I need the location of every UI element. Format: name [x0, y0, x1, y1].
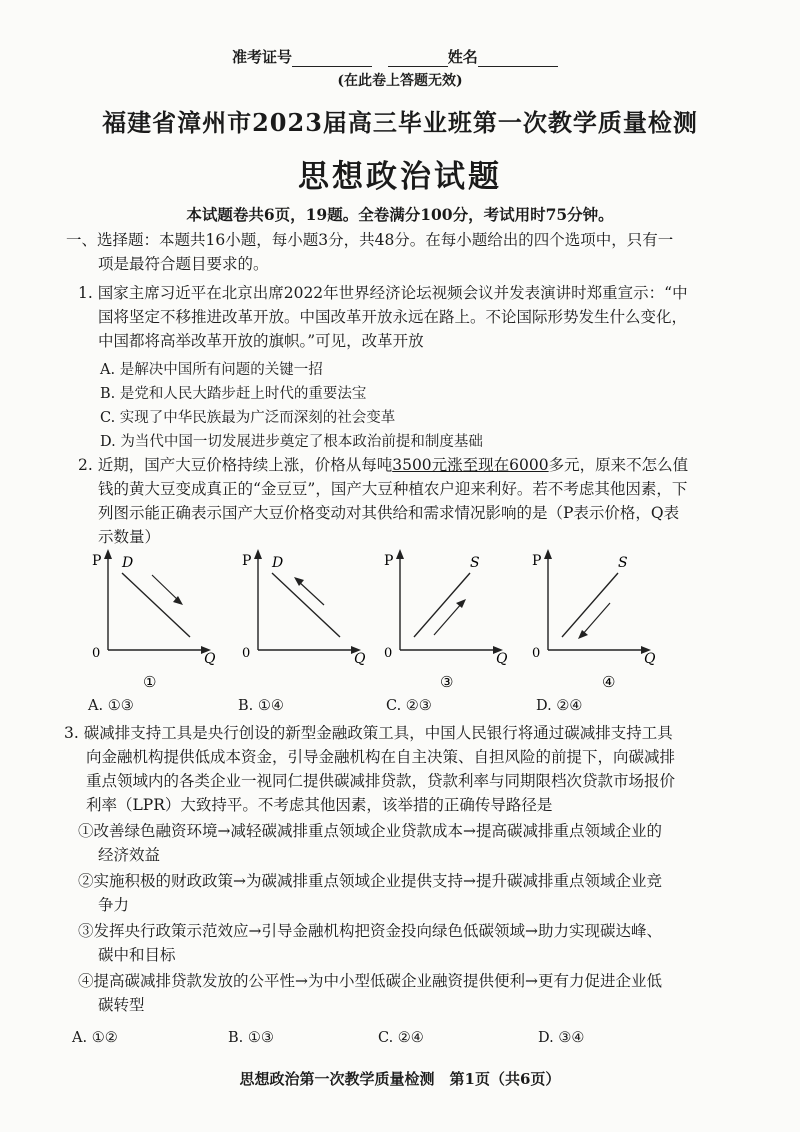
- graph-3-q-label: Q: [496, 651, 508, 667]
- q1-option-b[interactable]: B. 是党和人民大踏步赶上时代的重要法宝: [100, 386, 367, 402]
- graph-4-origin: 0: [532, 646, 541, 661]
- graph-1: [80, 545, 230, 695]
- graph-3: [372, 545, 522, 695]
- graph-2-q-label: Q: [354, 651, 366, 667]
- q2-stem-line1-a: 2. 近期，国产大豆价格持续上涨，价格从每吨: [78, 456, 393, 474]
- exam-header-line: [232, 46, 558, 67]
- graph-2-p-label: P: [242, 553, 252, 569]
- q2-option-c[interactable]: C. ②③: [386, 698, 432, 714]
- exam-info: 本试题卷共6页，19题。全卷满分100分，考试用时75分钟。: [186, 205, 614, 224]
- name-label: 姓名: [447, 48, 478, 66]
- graph-4: [520, 545, 670, 695]
- graph-3-origin: 0: [384, 646, 393, 661]
- graph-3-p-arrowhead: [396, 549, 404, 559]
- graph-4-shift-arrow: [582, 603, 610, 635]
- q3-statement-2: ②实施积极的财政政策→为碳减排重点领域企业提供支持→提升碳减排重点领域企业竞: [78, 872, 662, 890]
- q3-statement-4-cont: 碳转型: [98, 996, 145, 1014]
- graph-4-number: ④: [602, 673, 616, 691]
- q1-stem-line3: 中国都将高举改革开放的旗帜。”可见，改革开放: [98, 332, 424, 350]
- q3-stem-line4: 利率（LPR）大致持平。不考虑其他因素，该举措的正确传导路径是: [86, 796, 553, 814]
- q1-stem-line1: 1. 国家主席习近平在北京出席2022年世界经济论坛视频会议并发表演讲时郑重宣示：“中: [78, 284, 688, 302]
- graph-3-number: ③: [440, 673, 454, 691]
- graph-3-curve-label: S: [470, 555, 480, 571]
- subject-title: 思想政治试题: [298, 159, 502, 195]
- graph-1-shift-arrow: [152, 575, 180, 602]
- q3-statement-3-cont: 碳中和目标: [98, 946, 176, 964]
- graph-3-shift-arrow: [434, 603, 462, 635]
- graph-1-curve: [122, 573, 190, 637]
- q3-statement-3: ③发挥央行政策示范效应→引导金融机构把资金投向绿色低碳领域→助力实现碳达峰、: [78, 922, 662, 940]
- q2-stem-line4: 示数量）: [98, 528, 161, 546]
- section-heading: 一、选择题：本题共16小题，每小题3分，共48分。在每小题给出的四个选项中，只有一: [66, 231, 674, 249]
- q3-statement-1: ①改善绿色融资环境→减轻碳减排重点领域企业贷款成本→提高碳减排重点领域企业的: [78, 822, 662, 840]
- graph-4-shift-arrowhead: [578, 630, 588, 639]
- graph-2-curve-label: D: [272, 555, 284, 571]
- q3-stem-line2: 向金融机构提供低成本资金，引导金融机构在自主决策、自担风险的前提下，向碳减排: [86, 748, 676, 766]
- q3-statement-2-cont: 争力: [98, 896, 130, 914]
- q2-stem-line1-underlined: 3500元涨至现在6000: [392, 456, 549, 474]
- graph-1-p-label: P: [92, 553, 102, 569]
- q3-option-c[interactable]: C. ②④: [378, 1030, 424, 1046]
- q3-option-b[interactable]: B. ①③: [228, 1030, 274, 1046]
- graph-1-number: ①: [143, 673, 157, 691]
- q2-stem-line3: 列图示能正确表示国产大豆价格变动对其供给和需求情况影响的是（P表示价格，Q表: [98, 504, 680, 522]
- q3-statement-1-cont: 经济效益: [98, 846, 161, 864]
- q1-stem-line2: 国将坚定不移推进改革开放。中国改革开放永远在路上。不论国际形势发生什么变化，: [98, 308, 688, 326]
- void-note: (在此卷上答题无效): [337, 73, 463, 89]
- graph-1-p-arrowhead: [104, 549, 112, 559]
- q2-option-d[interactable]: D. ②④: [536, 698, 583, 714]
- graph-1-q-label: Q: [204, 651, 216, 667]
- graph-2-p-arrowhead: [254, 549, 262, 559]
- graph-4-p-label: P: [532, 553, 542, 569]
- graph-1-curve-label: D: [122, 555, 134, 571]
- q2-option-a[interactable]: A. ①③: [88, 698, 134, 714]
- q3-option-d[interactable]: D. ③④: [538, 1030, 585, 1046]
- exam-title: 福建省漳州市2023届高三毕业班第一次教学质量检测: [102, 108, 698, 137]
- q2-option-b[interactable]: B. ①④: [238, 698, 284, 714]
- graph-2: [230, 545, 380, 695]
- name-blank: [478, 52, 558, 67]
- q2-stem-line1-b: 多元，原来不怎么值: [548, 456, 689, 474]
- exam-number-label: 准考证号: [232, 48, 293, 66]
- section-heading-cont: 项是最符合题目要求的。: [98, 255, 269, 273]
- q3-stem-line3: 重点领域内的各类企业一视同仁提供碳减排贷款，贷款利率与同期限档次贷款市场报价: [86, 772, 676, 790]
- q2-stem-line2: 钱的黄大豆变成真正的“金豆豆”，国产大豆种植农户迎来利好。若不考虑其他因素，下: [98, 480, 688, 498]
- q1-option-c[interactable]: C. 实现了中华民族最为广泛而深刻的社会变革: [100, 410, 396, 426]
- graph-3-shift-arrowhead: [456, 599, 466, 608]
- page-footer: 思想政治第一次教学质量检测 第1页（共6页）: [239, 1070, 561, 1088]
- q3-stem-line1: 3. 碳减排支持工具是央行创设的新型金融政策工具，中国人民银行将通过碳减排支持工具: [64, 724, 673, 742]
- q2-stem-line1: [78, 454, 688, 478]
- graph-4-curve: [562, 573, 618, 637]
- graph-4-curve-label: S: [618, 555, 628, 571]
- q1-option-d[interactable]: D. 为当代中国一切发展进步奠定了根本政治前提和制度基础: [100, 434, 483, 450]
- graph-2-origin: 0: [242, 646, 251, 661]
- graph-4-p-arrowhead: [544, 549, 552, 559]
- graph-2-curve: [272, 573, 340, 637]
- graph-3-p-label: P: [384, 553, 394, 569]
- graph-4-q-label: Q: [644, 651, 656, 667]
- exam-number-blank-2: [388, 52, 448, 67]
- exam-number-blank: [292, 52, 372, 67]
- q3-statement-4: ④提高碳减排贷款发放的公平性→为中小型低碳企业融资提供便利→更有力促进企业低: [78, 972, 662, 990]
- graph-1-origin: 0: [92, 646, 101, 661]
- q3-option-a[interactable]: A. ①②: [72, 1030, 118, 1046]
- q1-option-a[interactable]: A. 是解决中国所有问题的关键一招: [100, 362, 323, 378]
